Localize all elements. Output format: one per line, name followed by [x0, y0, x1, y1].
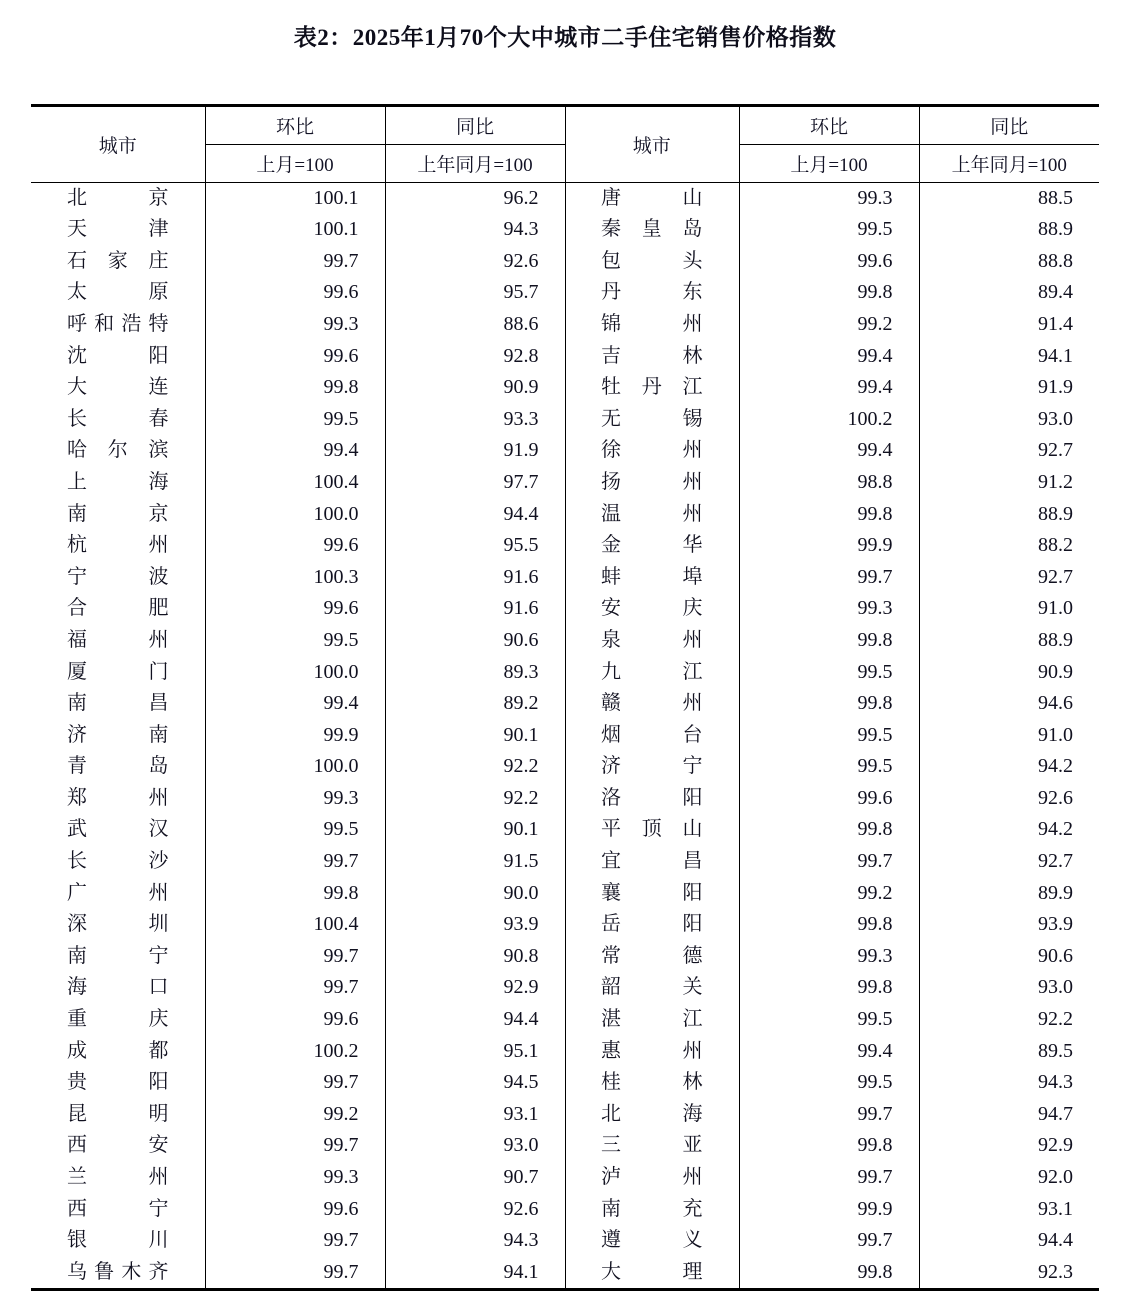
cell-yoy: 90.8: [385, 941, 565, 973]
cell-mom: 99.9: [739, 530, 919, 562]
table-row: [31, 562, 1099, 594]
header-mom-base-left: 上月=100: [205, 144, 385, 182]
cell-mom: 99.7: [205, 1225, 385, 1257]
cell-mom: 100.0: [205, 499, 385, 531]
cell-yoy: 92.2: [385, 751, 565, 783]
cell-yoy: 88.6: [385, 309, 565, 341]
cell-yoy: 93.9: [385, 909, 565, 941]
table-row: [31, 499, 1099, 531]
cell-mom: 99.7: [739, 846, 919, 878]
cell-city: 郑州: [67, 786, 169, 809]
table-row: [31, 941, 1099, 973]
cell-city: 西安: [67, 1134, 169, 1157]
cell-yoy: 95.7: [385, 277, 565, 309]
cell-mom: 99.6: [205, 530, 385, 562]
cell-mom: 99.7: [205, 972, 385, 1004]
cell-city: 平顶山: [565, 814, 739, 846]
cell-yoy: 92.3: [919, 1257, 1099, 1290]
cell-mom: 100.4: [205, 467, 385, 499]
cell-yoy: 92.7: [1038, 439, 1073, 462]
cell-city: 九江: [565, 657, 739, 689]
cell-yoy: 89.9: [1038, 881, 1073, 904]
table-row: [31, 1162, 1099, 1194]
cell-mom: 100.1: [205, 214, 385, 246]
cell-mom: 99.5: [205, 404, 385, 436]
cell-mom: 99.7: [205, 1130, 385, 1162]
table-container: [31, 104, 1099, 1291]
cell-yoy: 90.0: [385, 878, 565, 910]
cell-yoy: 94.4: [385, 499, 565, 531]
cell-mom: 99.5: [739, 751, 919, 783]
page-title: 表2：2025年1月70个大中城市二手住宅销售价格指数: [293, 25, 837, 50]
cell-mom: 99.4: [739, 372, 919, 404]
cell-yoy: 92.7: [1038, 565, 1073, 588]
cell-yoy: 90.7: [385, 1162, 565, 1194]
table-row: [31, 909, 1099, 941]
header-mom-left: 环比: [205, 105, 385, 144]
cell-yoy: 94.3: [385, 214, 565, 246]
cell-yoy: 95.5: [385, 530, 565, 562]
cell-mom: 99.5: [739, 720, 919, 752]
cell-mom: 99.4: [739, 435, 919, 467]
header-yoy-base-right: 上年同月=100: [919, 144, 1099, 182]
cell-mom: 99.7: [739, 562, 919, 594]
table-row: [31, 1099, 1099, 1131]
cell-mom: 100.2: [205, 1036, 385, 1068]
cell-mom: 99.6: [739, 246, 919, 278]
cell-yoy: 90.9: [385, 372, 565, 404]
cell-mom: 99.4: [205, 435, 385, 467]
cell-yoy: 92.7: [1038, 850, 1073, 873]
cell-yoy: 89.4: [1038, 281, 1073, 304]
cell-city: 无锡: [565, 404, 739, 436]
cell-mom: 99.8: [739, 277, 919, 309]
cell-city: 桂林: [565, 1067, 739, 1099]
cell-yoy: 94.4: [385, 1004, 565, 1036]
cell-yoy: 89.5: [1038, 1039, 1073, 1062]
cell-yoy: 92.6: [1038, 786, 1073, 809]
table-row: [31, 435, 1099, 467]
cell-city: 长春: [67, 407, 169, 430]
table-row: [31, 688, 1099, 720]
cell-mom: 99.8: [739, 499, 919, 531]
cell-mom: 99.7: [205, 246, 385, 278]
table-row: [31, 1067, 1099, 1099]
table-row: [31, 309, 1099, 341]
cell-city: 太原: [67, 281, 169, 304]
cell-mom: 100.4: [205, 909, 385, 941]
cell-mom: 99.4: [739, 1036, 919, 1068]
cell-city: 南昌: [67, 692, 169, 715]
cell-city: 蚌埠: [565, 562, 739, 594]
cell-city: 扬州: [565, 467, 739, 499]
cell-city: 厦门: [67, 660, 169, 683]
cell-city: 岳阳: [565, 909, 739, 941]
cell-mom: 99.4: [205, 688, 385, 720]
cell-city: 成都: [67, 1039, 169, 1062]
header-yoy-left: 同比: [385, 105, 565, 144]
cell-city: 泸州: [565, 1162, 739, 1194]
cell-mom: 99.5: [205, 814, 385, 846]
header-city-right: 城市: [565, 105, 739, 182]
cell-city: 上海: [67, 470, 169, 493]
cell-city: 丹东: [565, 277, 739, 309]
cell-city: 韶关: [565, 972, 739, 1004]
cell-city: 北京: [67, 186, 169, 209]
table-row: [31, 657, 1099, 689]
cell-yoy: 92.8: [385, 341, 565, 373]
cell-yoy: 90.6: [1038, 944, 1073, 967]
cell-mom: 99.6: [205, 1004, 385, 1036]
cell-city: 乌鲁木齐: [31, 1257, 205, 1290]
cell-city: 沈阳: [67, 344, 169, 367]
cell-yoy: 97.7: [385, 467, 565, 499]
cell-city: 襄阳: [565, 878, 739, 910]
cell-city: 南宁: [67, 944, 169, 967]
cell-city: 重庆: [67, 1008, 169, 1031]
cell-city: 兰州: [67, 1166, 169, 1188]
table-row: [31, 972, 1099, 1004]
table-body: [31, 182, 1099, 1290]
header-mom-base-right: 上月=100: [739, 144, 919, 182]
cell-mom: 99.5: [739, 657, 919, 689]
table-head: [31, 105, 1099, 182]
price-index-table: [31, 104, 1099, 1291]
cell-yoy: 94.3: [385, 1225, 565, 1257]
cell-yoy: 94.1: [1038, 344, 1073, 367]
header-mom-right: 环比: [739, 105, 919, 144]
table-row: [31, 814, 1099, 846]
cell-city: 遵义: [565, 1225, 739, 1257]
cell-mom: 99.8: [739, 688, 919, 720]
table-row: [31, 246, 1099, 278]
cell-yoy: 91.0: [1038, 723, 1073, 746]
table-row: [31, 1130, 1099, 1162]
table-row: [31, 1257, 1099, 1290]
cell-city: 西宁: [67, 1197, 169, 1220]
cell-yoy: 91.6: [385, 593, 565, 625]
cell-city: 宜昌: [565, 846, 739, 878]
table-row: [31, 530, 1099, 562]
cell-mom: 99.8: [739, 972, 919, 1004]
cell-mom: 99.3: [739, 941, 919, 973]
cell-yoy: 95.1: [385, 1036, 565, 1068]
cell-city: 徐州: [565, 435, 739, 467]
cell-mom: 99.8: [205, 372, 385, 404]
cell-yoy: 93.0: [385, 1130, 565, 1162]
cell-mom: 99.5: [739, 1004, 919, 1036]
cell-city: 北海: [565, 1099, 739, 1131]
cell-city: 福州: [67, 628, 169, 651]
cell-city: 贵阳: [67, 1071, 169, 1094]
cell-city: 海口: [67, 976, 169, 999]
table-row: [31, 341, 1099, 373]
cell-mom: 98.8: [739, 467, 919, 499]
cell-city: 合肥: [67, 597, 169, 620]
table-row: [31, 1036, 1099, 1068]
cell-mom: 99.6: [205, 1194, 385, 1226]
cell-mom: 99.2: [205, 1099, 385, 1131]
cell-yoy: 90.1: [385, 720, 565, 752]
cell-yoy: 94.3: [1038, 1071, 1073, 1094]
table-row: [31, 277, 1099, 309]
cell-mom: 99.8: [205, 878, 385, 910]
cell-mom: 99.8: [739, 1130, 919, 1162]
cell-city: 南充: [565, 1194, 739, 1226]
cell-mom: 99.7: [205, 1067, 385, 1099]
cell-yoy: 89.2: [385, 688, 565, 720]
cell-yoy: 93.1: [1038, 1197, 1073, 1220]
cell-mom: 99.3: [739, 593, 919, 625]
cell-city: 温州: [565, 499, 739, 531]
cell-city: 哈尔滨: [67, 439, 169, 462]
cell-yoy: 88.9: [1038, 628, 1073, 651]
cell-yoy: 94.1: [385, 1257, 565, 1290]
cell-mom: 99.3: [205, 309, 385, 341]
cell-city: 石家庄: [67, 249, 169, 272]
cell-city: 昆明: [67, 1102, 169, 1125]
cell-city: 惠州: [565, 1036, 739, 1068]
cell-yoy: 92.9: [385, 972, 565, 1004]
cell-mom: 99.6: [739, 783, 919, 815]
cell-mom: 99.4: [739, 341, 919, 373]
cell-city: 烟台: [565, 720, 739, 752]
cell-yoy: 90.1: [385, 814, 565, 846]
cell-yoy: 96.2: [385, 182, 565, 214]
cell-city: 锦州: [565, 309, 739, 341]
cell-yoy: 90.6: [385, 625, 565, 657]
cell-yoy: 91.2: [1038, 470, 1073, 493]
cell-city: 牡丹江: [565, 372, 739, 404]
cell-mom: 100.1: [205, 182, 385, 214]
cell-mom: 99.7: [205, 1257, 385, 1290]
cell-yoy: 94.4: [1038, 1229, 1073, 1252]
cell-yoy: 93.3: [385, 404, 565, 436]
header-city-left: 城市: [31, 105, 205, 182]
table-row: [31, 593, 1099, 625]
table-row: [31, 404, 1099, 436]
cell-city: 武汉: [67, 818, 169, 841]
table-row: [31, 783, 1099, 815]
table-row: [31, 1194, 1099, 1226]
cell-city: 宁波: [67, 565, 169, 588]
cell-mom: 99.3: [739, 182, 919, 214]
cell-yoy: 88.9: [1038, 502, 1073, 525]
cell-mom: 99.8: [739, 1257, 919, 1290]
cell-mom: 99.8: [739, 625, 919, 657]
cell-city: 常德: [565, 941, 739, 973]
cell-yoy: 94.6: [1038, 692, 1073, 715]
cell-mom: 100.0: [205, 657, 385, 689]
cell-city: 唐山: [565, 182, 739, 214]
table-row: [31, 214, 1099, 246]
cell-city: 天津: [67, 218, 169, 241]
cell-yoy: 94.2: [1038, 755, 1073, 778]
cell-city: 吉林: [565, 341, 739, 373]
cell-yoy: 91.9: [1038, 376, 1073, 399]
cell-yoy: 92.2: [1038, 1008, 1073, 1031]
table-row: [31, 372, 1099, 404]
cell-yoy: 93.1: [385, 1099, 565, 1131]
cell-yoy: 91.6: [385, 562, 565, 594]
cell-city: 包头: [565, 246, 739, 278]
cell-yoy: 91.5: [385, 846, 565, 878]
table-row: [31, 182, 1099, 214]
cell-city: 济宁: [565, 751, 739, 783]
cell-yoy: 94.2: [1038, 818, 1073, 841]
cell-city: 青岛: [67, 755, 169, 778]
cell-city: 金华: [565, 530, 739, 562]
cell-yoy: 91.9: [385, 435, 565, 467]
cell-city: 南京: [67, 502, 169, 525]
cell-mom: 99.7: [739, 1162, 919, 1194]
cell-yoy: 93.0: [1038, 976, 1073, 999]
cell-mom: 99.5: [739, 214, 919, 246]
cell-yoy: 88.5: [1038, 186, 1073, 209]
cell-mom: 99.9: [739, 1194, 919, 1226]
cell-mom: 99.3: [205, 1162, 385, 1194]
cell-yoy: 92.6: [385, 1194, 565, 1226]
cell-yoy: 92.2: [385, 783, 565, 815]
cell-mom: 99.8: [739, 814, 919, 846]
cell-mom: 100.3: [205, 562, 385, 594]
cell-mom: 99.5: [205, 625, 385, 657]
cell-mom: 99.7: [205, 846, 385, 878]
cell-mom: 99.3: [205, 783, 385, 815]
cell-yoy: 93.0: [1038, 407, 1073, 430]
table-row: [31, 878, 1099, 910]
cell-city: 银川: [67, 1229, 169, 1252]
cell-city: 秦皇岛: [565, 214, 739, 246]
table-row: [31, 1004, 1099, 1036]
cell-city: 大理: [565, 1257, 739, 1290]
cell-mom: 99.6: [205, 341, 385, 373]
cell-city: 三亚: [565, 1130, 739, 1162]
cell-city: 广州: [67, 881, 169, 904]
cell-mom: 99.6: [205, 593, 385, 625]
cell-mom: 99.7: [739, 1225, 919, 1257]
cell-city: 大连: [67, 376, 169, 399]
cell-city: 安庆: [565, 593, 739, 625]
cell-mom: 99.6: [205, 277, 385, 309]
cell-yoy: 91.4: [1038, 312, 1073, 335]
cell-yoy: 92.6: [385, 246, 565, 278]
cell-yoy: 90.9: [1038, 660, 1073, 683]
cell-city: 洛阳: [565, 783, 739, 815]
cell-mom: 100.0: [205, 751, 385, 783]
cell-mom: 99.8: [739, 909, 919, 941]
cell-yoy: 94.7: [1038, 1102, 1073, 1125]
cell-yoy: 92.9: [1038, 1134, 1073, 1157]
table-row: [31, 625, 1099, 657]
cell-yoy: 88.2: [1038, 534, 1073, 557]
cell-yoy: 88.8: [1038, 249, 1073, 272]
cell-mom: 99.2: [739, 878, 919, 910]
cell-city: 杭州: [67, 534, 169, 557]
cell-city: 呼和浩特: [67, 312, 169, 335]
table-row: [31, 720, 1099, 752]
cell-yoy: 91.0: [1038, 597, 1073, 620]
cell-mom: 99.5: [739, 1067, 919, 1099]
cell-yoy: 88.9: [1038, 218, 1073, 241]
table-row: [31, 1225, 1099, 1257]
table-row: [31, 751, 1099, 783]
header-yoy-right: 同比: [919, 105, 1099, 144]
cell-city: 深圳: [67, 913, 169, 936]
cell-mom: 99.7: [739, 1099, 919, 1131]
cell-city: 泉州: [565, 625, 739, 657]
cell-mom: 100.2: [739, 404, 919, 436]
cell-mom: 99.7: [205, 941, 385, 973]
table-row: [31, 467, 1099, 499]
cell-city: 济南: [67, 723, 169, 746]
cell-city: 湛江: [565, 1004, 739, 1036]
cell-city: 长沙: [67, 850, 169, 873]
cell-mom: 99.2: [739, 309, 919, 341]
cell-city: 赣州: [565, 688, 739, 720]
cell-mom: 99.9: [205, 720, 385, 752]
cell-yoy: 94.5: [385, 1067, 565, 1099]
header-yoy-base-left: 上年同月=100: [385, 144, 565, 182]
header-row-group: [31, 105, 1099, 144]
table-row: [31, 846, 1099, 878]
cell-yoy: 89.3: [385, 657, 565, 689]
cell-yoy: 93.9: [1038, 913, 1073, 936]
cell-yoy: 92.0: [1038, 1166, 1073, 1188]
